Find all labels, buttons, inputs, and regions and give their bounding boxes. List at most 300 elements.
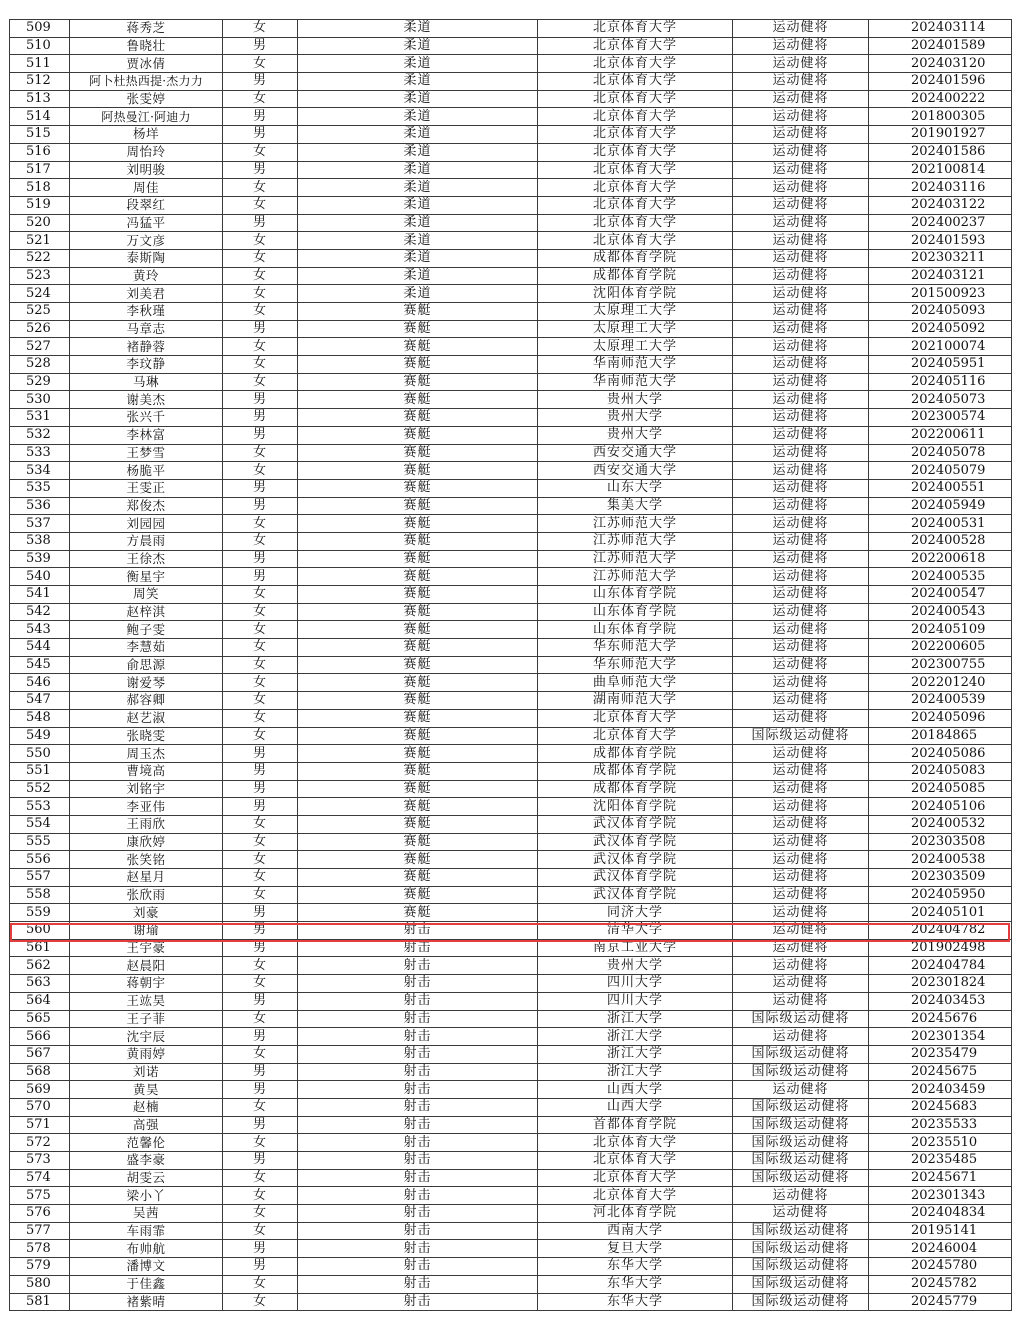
- cell-level: 运动健将: [733, 886, 869, 904]
- cell-no: 538: [10, 532, 70, 550]
- cell-name: 周玉杰: [70, 745, 223, 763]
- cell-sport: 射击: [298, 1258, 538, 1276]
- table-row: [10, 1045, 1012, 1063]
- cell-school: 四川大学: [538, 975, 733, 993]
- cell-sport: 赛艇: [298, 886, 538, 904]
- cell-school: 成都体育学院: [538, 745, 733, 763]
- table-row: [10, 975, 1012, 993]
- cell-level: 运动健将: [733, 285, 869, 303]
- cell-name: 郑俊杰: [70, 497, 223, 515]
- cell-name: 马章志: [70, 320, 223, 338]
- cell-sport: 射击: [298, 922, 538, 940]
- cell-level: 国际级运动健将: [733, 1222, 869, 1240]
- cell-no: 552: [10, 780, 70, 798]
- cell-gender: 男: [223, 1152, 298, 1170]
- cell-school: 北京体育大学: [538, 1187, 733, 1205]
- cell-level: 国际级运动健将: [733, 1293, 869, 1311]
- cell-no: 533: [10, 444, 70, 462]
- cell-level: 国际级运动健将: [733, 1152, 869, 1170]
- table-row: [10, 1098, 1012, 1116]
- table-row: [10, 249, 1012, 267]
- cell-gender: 女: [223, 55, 298, 73]
- cell-name: 周怡玲: [70, 143, 223, 161]
- table-row: [10, 285, 1012, 303]
- cell-sport: 射击: [298, 1063, 538, 1081]
- cell-no: 566: [10, 1028, 70, 1046]
- cell-name: 周佳: [70, 179, 223, 197]
- cell-level: 运动健将: [733, 320, 869, 338]
- cell-cert: 202405949: [869, 497, 1012, 515]
- cell-level: 国际级运动健将: [733, 727, 869, 745]
- table-row: [10, 1152, 1012, 1170]
- cell-no: 518: [10, 179, 70, 197]
- cell-name: 杨垟: [70, 126, 223, 144]
- cell-school: 山西大学: [538, 1081, 733, 1099]
- table-row: [10, 515, 1012, 533]
- cell-level: 运动健将: [733, 426, 869, 444]
- cell-gender: 女: [223, 851, 298, 869]
- cell-name: 俞思源: [70, 656, 223, 674]
- cell-level: 运动健将: [733, 656, 869, 674]
- cell-no: 568: [10, 1063, 70, 1081]
- cell-no: 530: [10, 391, 70, 409]
- cell-sport: 赛艇: [298, 815, 538, 833]
- cell-cert: 202201240: [869, 674, 1012, 692]
- cell-no: 526: [10, 320, 70, 338]
- cell-sport: 赛艇: [298, 550, 538, 568]
- cell-gender: 男: [223, 1116, 298, 1134]
- cell-no: 544: [10, 639, 70, 657]
- cell-no: 577: [10, 1222, 70, 1240]
- cell-school: 河北体育学院: [538, 1205, 733, 1223]
- cell-level: 运动健将: [733, 621, 869, 639]
- cell-sport: 赛艇: [298, 426, 538, 444]
- cell-cert: 202401589: [869, 37, 1012, 55]
- cell-level: 运动健将: [733, 196, 869, 214]
- cell-cert: 202400535: [869, 568, 1012, 586]
- table-row: [10, 444, 1012, 462]
- cell-cert: 202405083: [869, 762, 1012, 780]
- cell-name: 沈宇辰: [70, 1028, 223, 1046]
- cell-sport: 赛艇: [298, 727, 538, 745]
- cell-no: 567: [10, 1045, 70, 1063]
- cell-school: 首都体育学院: [538, 1116, 733, 1134]
- cell-sport: 赛艇: [298, 568, 538, 586]
- cell-name: 盛李豪: [70, 1152, 223, 1170]
- cell-sport: 赛艇: [298, 462, 538, 480]
- cell-level: 运动健将: [733, 798, 869, 816]
- cell-sport: 赛艇: [298, 762, 538, 780]
- cell-no: 551: [10, 762, 70, 780]
- cell-cert: 202405073: [869, 391, 1012, 409]
- table-row: [10, 709, 1012, 727]
- cell-level: 运动健将: [733, 409, 869, 427]
- cell-school: 北京体育大学: [538, 196, 733, 214]
- cell-name: 鲍子雯: [70, 621, 223, 639]
- cell-name: 王梦雪: [70, 444, 223, 462]
- cell-school: 江苏师范大学: [538, 515, 733, 533]
- cell-cert: 201500923: [869, 285, 1012, 303]
- table-row: [10, 214, 1012, 232]
- cell-gender: 男: [223, 1081, 298, 1099]
- cell-level: 运动健将: [733, 975, 869, 993]
- table-row: [10, 1063, 1012, 1081]
- cell-school: 武汉体育学院: [538, 833, 733, 851]
- cell-level: 运动健将: [733, 232, 869, 250]
- cell-name: 张晓雯: [70, 727, 223, 745]
- cell-level: 运动健将: [733, 851, 869, 869]
- cell-name: 布帅航: [70, 1240, 223, 1258]
- cell-sport: 射击: [298, 957, 538, 975]
- cell-gender: 女: [223, 20, 298, 38]
- table-row: [10, 303, 1012, 321]
- table-row: [10, 1205, 1012, 1223]
- cell-sport: 赛艇: [298, 303, 538, 321]
- cell-level: 运动健将: [733, 815, 869, 833]
- cell-name: 刘明骏: [70, 161, 223, 179]
- cell-name: 王雨欣: [70, 815, 223, 833]
- cell-school: 西南大学: [538, 1222, 733, 1240]
- cell-name: 王徐杰: [70, 550, 223, 568]
- cell-level: 国际级运动健将: [733, 1258, 869, 1276]
- cell-cert: 202405101: [869, 904, 1012, 922]
- cell-cert: 20245782: [869, 1275, 1012, 1293]
- cell-cert: 202400539: [869, 692, 1012, 710]
- cell-school: 北京体育大学: [538, 108, 733, 126]
- cell-cert: 20184865: [869, 727, 1012, 745]
- cell-sport: 柔道: [298, 37, 538, 55]
- cell-cert: 202200618: [869, 550, 1012, 568]
- table-row: [10, 762, 1012, 780]
- cell-name: 李秋瑾: [70, 303, 223, 321]
- cell-cert: 20245675: [869, 1063, 1012, 1081]
- cell-sport: 射击: [298, 1152, 538, 1170]
- table-row: [10, 373, 1012, 391]
- cell-sport: 柔道: [298, 161, 538, 179]
- cell-gender: 女: [223, 267, 298, 285]
- cell-name: 赵晨阳: [70, 957, 223, 975]
- cell-no: 550: [10, 745, 70, 763]
- cell-no: 521: [10, 232, 70, 250]
- cell-gender: 女: [223, 462, 298, 480]
- cell-school: 华南师范大学: [538, 356, 733, 374]
- cell-no: 510: [10, 37, 70, 55]
- cell-sport: 柔道: [298, 196, 538, 214]
- cell-sport: 赛艇: [298, 320, 538, 338]
- cell-no: 569: [10, 1081, 70, 1099]
- cell-cert: 202403122: [869, 196, 1012, 214]
- cell-level: 运动健将: [733, 674, 869, 692]
- cell-sport: 射击: [298, 1116, 538, 1134]
- cell-no: 528: [10, 356, 70, 374]
- cell-gender: 男: [223, 214, 298, 232]
- cell-no: 574: [10, 1169, 70, 1187]
- cell-name: 鲁晓壮: [70, 37, 223, 55]
- cell-gender: 男: [223, 1028, 298, 1046]
- cell-gender: 女: [223, 285, 298, 303]
- cell-school: 北京体育大学: [538, 727, 733, 745]
- cell-sport: 赛艇: [298, 603, 538, 621]
- cell-name: 马琳: [70, 373, 223, 391]
- cell-level: 运动健将: [733, 957, 869, 975]
- cell-sport: 柔道: [298, 143, 538, 161]
- cell-school: 北京体育大学: [538, 143, 733, 161]
- cell-no: 548: [10, 709, 70, 727]
- cell-cert: 202404834: [869, 1205, 1012, 1223]
- cell-no: 558: [10, 886, 70, 904]
- cell-cert: 20245676: [869, 1010, 1012, 1028]
- cell-school: 华东师范大学: [538, 656, 733, 674]
- cell-cert: 202405086: [869, 745, 1012, 763]
- cell-name: 刘铭宇: [70, 780, 223, 798]
- cell-level: 运动健将: [733, 462, 869, 480]
- cell-school: 北京体育大学: [538, 126, 733, 144]
- cell-sport: 赛艇: [298, 338, 538, 356]
- table-row: [10, 603, 1012, 621]
- table-row: [10, 1116, 1012, 1134]
- cell-level: 运动健将: [733, 992, 869, 1010]
- cell-cert: 202400543: [869, 603, 1012, 621]
- cell-school: 江苏师范大学: [538, 550, 733, 568]
- cell-school: 成都体育学院: [538, 249, 733, 267]
- cell-no: 511: [10, 55, 70, 73]
- cell-name: 刘园园: [70, 515, 223, 533]
- cell-no: 537: [10, 515, 70, 533]
- cell-level: 运动健将: [733, 1187, 869, 1205]
- cell-level: 国际级运动健将: [733, 1116, 869, 1134]
- cell-name: 黄玲: [70, 267, 223, 285]
- cell-school: 太原理工大学: [538, 320, 733, 338]
- cell-gender: 女: [223, 444, 298, 462]
- cell-sport: 射击: [298, 1205, 538, 1223]
- cell-sport: 赛艇: [298, 515, 538, 533]
- cell-school: 集美大学: [538, 497, 733, 515]
- cell-cert: 202403453: [869, 992, 1012, 1010]
- cell-school: 贵州大学: [538, 957, 733, 975]
- cell-school: 曲阜师范大学: [538, 674, 733, 692]
- cell-sport: 射击: [298, 1098, 538, 1116]
- cell-cert: 202404784: [869, 957, 1012, 975]
- table-row: [10, 391, 1012, 409]
- cell-gender: 女: [223, 515, 298, 533]
- table-row: [10, 55, 1012, 73]
- cell-name: 车雨霏: [70, 1222, 223, 1240]
- cell-sport: 柔道: [298, 90, 538, 108]
- cell-sport: 柔道: [298, 55, 538, 73]
- cell-sport: 射击: [298, 1293, 538, 1311]
- table-row: [10, 232, 1012, 250]
- cell-name: 张笑铭: [70, 851, 223, 869]
- cell-school: 成都体育学院: [538, 780, 733, 798]
- cell-level: 运动健将: [733, 444, 869, 462]
- cell-sport: 柔道: [298, 267, 538, 285]
- cell-no: 561: [10, 939, 70, 957]
- cell-school: 太原理工大学: [538, 303, 733, 321]
- cell-name: 刘豪: [70, 904, 223, 922]
- cell-cert: 202405951: [869, 356, 1012, 374]
- cell-name: 阿热曼江·阿迪力: [70, 108, 223, 126]
- cell-level: 运动健将: [733, 586, 869, 604]
- cell-gender: 女: [223, 1222, 298, 1240]
- cell-school: 北京体育大学: [538, 90, 733, 108]
- table-row: [10, 1134, 1012, 1152]
- cell-no: 541: [10, 586, 70, 604]
- cell-no: 524: [10, 285, 70, 303]
- cell-gender: 男: [223, 1258, 298, 1276]
- cell-name: 衡星宇: [70, 568, 223, 586]
- cell-no: 520: [10, 214, 70, 232]
- cell-gender: 女: [223, 249, 298, 267]
- table-row: [10, 126, 1012, 144]
- table-row: [10, 1258, 1012, 1276]
- cell-name: 蒋秀芝: [70, 20, 223, 38]
- cell-school: 北京体育大学: [538, 55, 733, 73]
- table-row: [10, 73, 1012, 91]
- cell-level: 运动健将: [733, 126, 869, 144]
- cell-gender: 男: [223, 108, 298, 126]
- cell-cert: 202405950: [869, 886, 1012, 904]
- cell-cert: 202403121: [869, 267, 1012, 285]
- cell-name: 范馨伦: [70, 1134, 223, 1152]
- cell-gender: 男: [223, 939, 298, 957]
- cell-no: 514: [10, 108, 70, 126]
- cell-gender: 男: [223, 479, 298, 497]
- cell-cert: 20245671: [869, 1169, 1012, 1187]
- cell-gender: 女: [223, 621, 298, 639]
- cell-sport: 赛艇: [298, 798, 538, 816]
- cell-school: 武汉体育学院: [538, 886, 733, 904]
- cell-no: 517: [10, 161, 70, 179]
- cell-name: 潘博文: [70, 1258, 223, 1276]
- table-row: [10, 656, 1012, 674]
- cell-level: 运动健将: [733, 267, 869, 285]
- cell-sport: 赛艇: [298, 532, 538, 550]
- table-row: [10, 957, 1012, 975]
- cell-sport: 赛艇: [298, 586, 538, 604]
- cell-name: 康欣婷: [70, 833, 223, 851]
- cell-cert: 202405078: [869, 444, 1012, 462]
- cell-gender: 女: [223, 1134, 298, 1152]
- cell-cert: 202405116: [869, 373, 1012, 391]
- cell-gender: 男: [223, 73, 298, 91]
- cell-sport: 赛艇: [298, 851, 538, 869]
- cell-sport: 柔道: [298, 73, 538, 91]
- cell-school: 山东体育学院: [538, 586, 733, 604]
- cell-cert: 202405106: [869, 798, 1012, 816]
- cell-sport: 赛艇: [298, 869, 538, 887]
- cell-sport: 射击: [298, 1222, 538, 1240]
- table-row: [10, 1293, 1012, 1311]
- cell-no: 559: [10, 904, 70, 922]
- cell-sport: 射击: [298, 1045, 538, 1063]
- cell-cert: 202100074: [869, 338, 1012, 356]
- cell-school: 武汉体育学院: [538, 815, 733, 833]
- cell-name: 杨脆平: [70, 462, 223, 480]
- cell-no: 555: [10, 833, 70, 851]
- table-row: [10, 426, 1012, 444]
- cell-cert: 202405093: [869, 303, 1012, 321]
- cell-no: 580: [10, 1275, 70, 1293]
- cell-sport: 射击: [298, 1187, 538, 1205]
- cell-gender: 女: [223, 886, 298, 904]
- table-row: [10, 462, 1012, 480]
- cell-school: 山东大学: [538, 479, 733, 497]
- cell-name: 贾冰倩: [70, 55, 223, 73]
- cell-sport: 赛艇: [298, 409, 538, 427]
- cell-cert: 202405109: [869, 621, 1012, 639]
- cell-cert: 202200611: [869, 426, 1012, 444]
- cell-name: 泰斯陶: [70, 249, 223, 267]
- cell-gender: 女: [223, 1045, 298, 1063]
- cell-school: 浙江大学: [538, 1028, 733, 1046]
- table-row: [10, 37, 1012, 55]
- cell-name: 赵楠: [70, 1098, 223, 1116]
- cell-school: 北京体育大学: [538, 179, 733, 197]
- table-row: [10, 745, 1012, 763]
- cell-gender: 男: [223, 992, 298, 1010]
- cell-gender: 女: [223, 1010, 298, 1028]
- cell-level: 运动健将: [733, 922, 869, 940]
- table-row: [10, 904, 1012, 922]
- cell-gender: 女: [223, 1293, 298, 1311]
- cell-school: 成都体育学院: [538, 267, 733, 285]
- cell-gender: 男: [223, 391, 298, 409]
- cell-gender: 男: [223, 922, 298, 940]
- cell-gender: 女: [223, 674, 298, 692]
- cell-name: 周笑: [70, 586, 223, 604]
- cell-level: 运动健将: [733, 639, 869, 657]
- cell-no: 553: [10, 798, 70, 816]
- cell-level: 国际级运动健将: [733, 1045, 869, 1063]
- table-row: [10, 922, 1012, 940]
- cell-gender: 女: [223, 639, 298, 657]
- cell-gender: 女: [223, 179, 298, 197]
- cell-name: 黄雨婷: [70, 1045, 223, 1063]
- cell-no: 516: [10, 143, 70, 161]
- table-row: [10, 939, 1012, 957]
- cell-no: 576: [10, 1205, 70, 1223]
- table-row: [10, 356, 1012, 374]
- cell-gender: 男: [223, 161, 298, 179]
- table-row: [10, 550, 1012, 568]
- cell-level: 运动健将: [733, 904, 869, 922]
- table-row: [10, 1010, 1012, 1028]
- cell-level: 运动健将: [733, 762, 869, 780]
- table-row: [10, 798, 1012, 816]
- cell-sport: 赛艇: [298, 356, 538, 374]
- cell-school: 清华大学: [538, 922, 733, 940]
- cell-school: 山东体育学院: [538, 603, 733, 621]
- cell-sport: 赛艇: [298, 709, 538, 727]
- cell-no: 579: [10, 1258, 70, 1276]
- cell-level: 运动健将: [733, 515, 869, 533]
- table-row: [10, 639, 1012, 657]
- cell-sport: 柔道: [298, 108, 538, 126]
- cell-level: 运动健将: [733, 833, 869, 851]
- cell-school: 山东体育学院: [538, 621, 733, 639]
- cell-sport: 赛艇: [298, 479, 538, 497]
- cell-cert: 201901927: [869, 126, 1012, 144]
- cell-name: 李亚伟: [70, 798, 223, 816]
- cell-gender: 女: [223, 869, 298, 887]
- cell-cert: 202300574: [869, 409, 1012, 427]
- cell-sport: 赛艇: [298, 497, 538, 515]
- cell-no: 527: [10, 338, 70, 356]
- cell-gender: 女: [223, 709, 298, 727]
- cell-name: 于佳鑫: [70, 1275, 223, 1293]
- cell-gender: 男: [223, 904, 298, 922]
- cell-level: 运动健将: [733, 249, 869, 267]
